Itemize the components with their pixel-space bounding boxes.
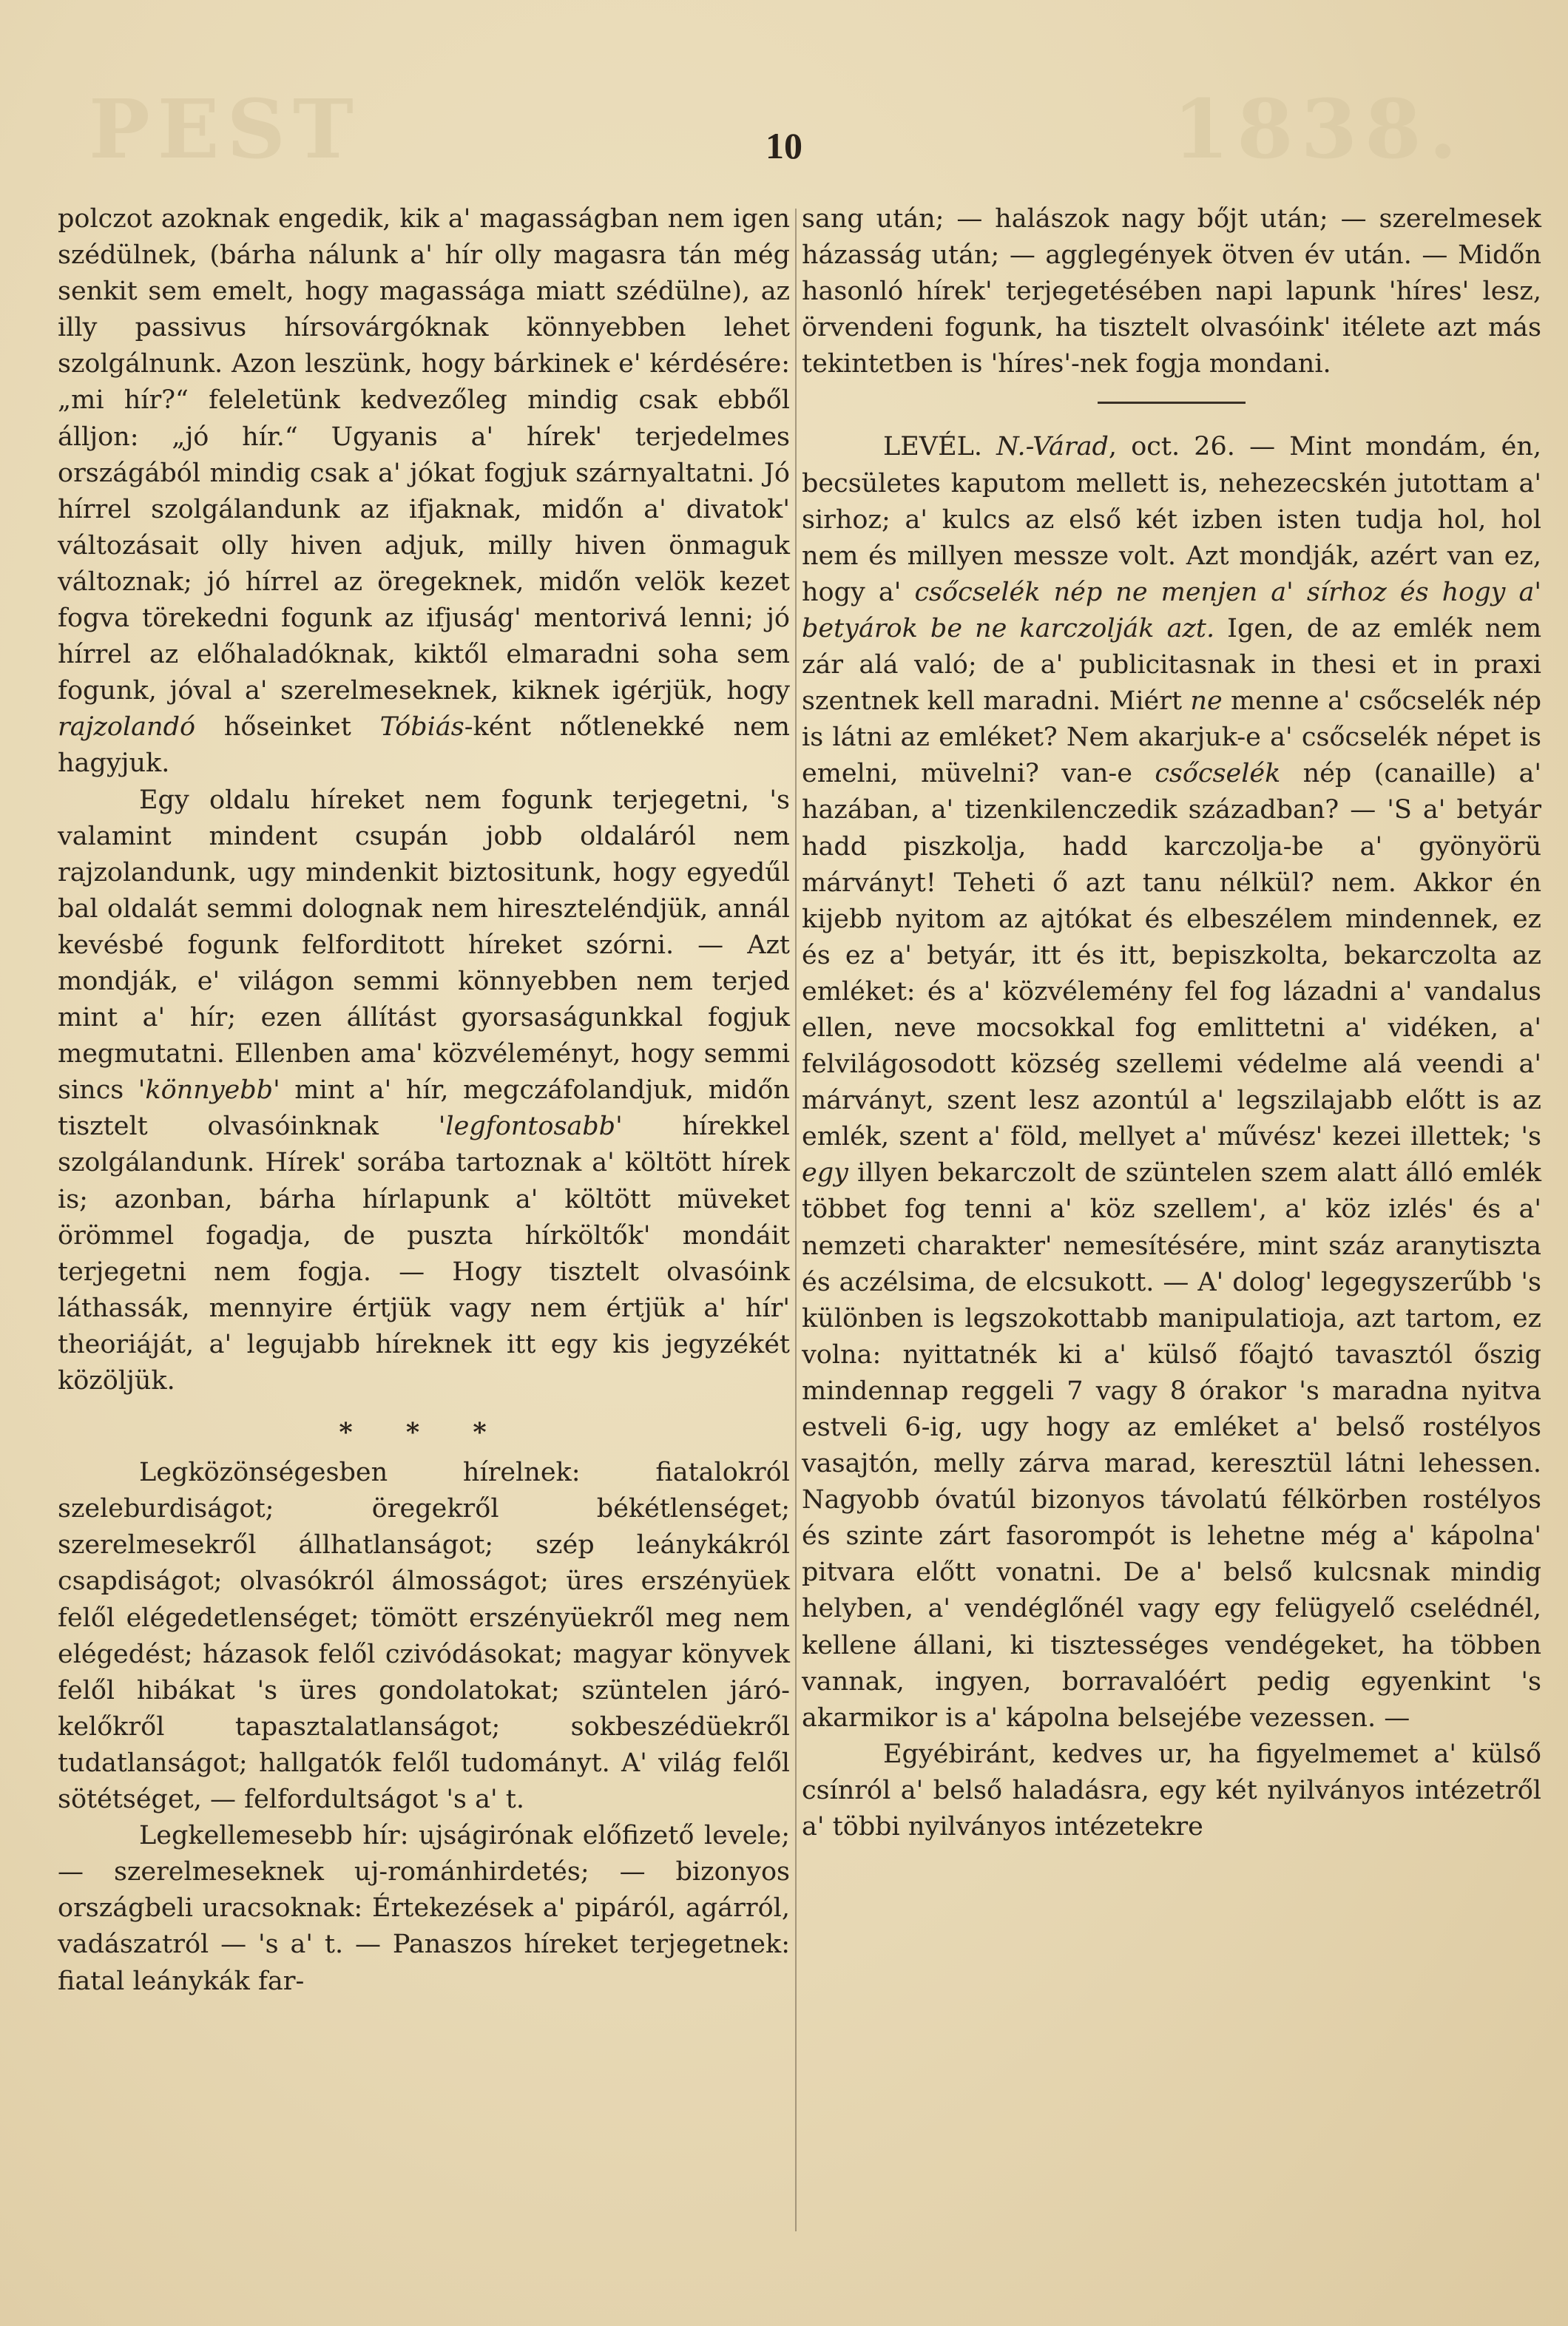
bleed-through-text: PEST 1838. (89, 81, 1464, 177)
right-column (802, 201, 1541, 1845)
paragraph: Egy oldalu híreket nem fogunk terjegetni, 's valamint mindent csupán jobb oldaláról nem rajzolandunk, ugy mindenkit biztositunk, hogy egyedűl bal oldalát semmi dolognak nem hireszteléndjük, annál kevésbé fogunk felforditott híreket szórni. — Azt mondják, e' világon semmi könnyebben nem terjed mint a' hír; ezen állítást gyorsaságunkkal fogjuk megmutatni. Ellenben ama' közvéleményt, hogy semmi sincs 'könnyebb' mint a' hír, megczáfolandjuk, midőn tisztelt olvasóinknak 'legfontosabb' hírekkel szolgálandunk. Hírek' sorába tartoznak a' költött hírek is; azonban, bárha hírlapunk a' költött müveket örömmel fogadja, de puszta hírköltők' mondáit terjegetni nem fogja. — Hogy tisztelt olvasóink láthassák, mennyire értjük vagy nem értjük a' hír' theoriáját, a' legujabb híreknek itt egy kis jegyzékét közöljük. (58, 785, 790, 1396)
left-column (58, 201, 790, 2000)
paragraph: Legkellemesebb hír: ujságirónak előfizető levele; — szerelmeseknek uj-románhirdetés; — bizonyos országbeli uracsoknak: Értekezések a' pipáról, agárról, vadászatról — 's a' t. — Panaszos híreket terjegetnek: fiatal leánykák far- (58, 1821, 790, 1996)
page-number: 10 (766, 125, 802, 166)
paragraph: Legközönségesben hírelnek: fiatalokról szeleburdiságot; öregekről békétlenséget; szerelmesekről állhatlanságot; szép leánykákról csapdiságot; olvasókról álmosságot; üres erszényüek felől elégedetlenséget; tömött erszényüekről meg nem elégedést; házasok felől czivódásokat; magyar könyvek felől hibákat 's üres gondolatokat; szüntelen járó-kelőkről tapasztalatlanságot; sokbeszédüekről tudatlanságot; hallgatók felől tudományt. A' világ felől sötétséget, — felfordultságot 's a' t. (58, 1458, 790, 1815)
letter-heading: LEVÉL. (883, 432, 982, 462)
paragraph: sang után; — halászok nagy bőjt után; — szerelmesek házasság után; — agglegények ötven év után. — Midőn hasonló hírek' terjegetésében napi lapunk 'híres' lesz, örvendeni fogunk, ha tisztelt olvasóink' itélete azt más tekintetben is 'híres'-nek fogja mondani. (802, 204, 1541, 379)
column-divider (795, 209, 797, 2231)
paragraph: Egyébiránt, kedves ur, ha figyelmemet a' külső csínról a' belső haladásra, egy két nyilványos intézetről a' többi nyilványos intézetekre (802, 1739, 1541, 1842)
section-rule (1098, 402, 1246, 404)
letter-paragraph: LEVÉL. N.-Várad, oct. 26. — Mint mondám, én, becsületes kaputom mellett is, nehezecskén jutottam a' sirhoz; a' kulcs az első két izben isten tudja hol, hol nem és millyen messze volt. Azt mondják, azért van ez, hogy a' csőcselék nép ne menjen a' sírhoz és hogy a' betyárok be ne karczolják azt. Igen, de az emlék nem zár alá való; de a' publicitasnak in thesi et in praxi szentnek kell maradni. Miért ne menne a' csőcselék nép is látni az emléket? Nem akarjuk-e a' csőcselék népet is emelni, müvelni? van-e csőcselék nép (canaille) a' hazában, a' tizenkilenczedik században? — 'S a' betyár hadd piszkolja, hadd karczolja-be a' gyönyörü márványt! Teheti ő azt tanu nélkül? nem. Akkor én kijebb nyitom az ajtókat és elbeszélem mindennek, ez és ez a' betyár, itt és itt, bepiszkolta, bekarczolta az emléket: és a' közvélemény fel fog lázadni a' vandalus ellen, neve mocsokkal fog emlittetni a' vidéken, a' felvilágosodott község szellemi védelme alá veendi a' márványt, szent lesz azontúl a' legszilajabb előtt is az emlék, szent a' föld, mellyet a' művész' kezei illettek; 's egy illyen bekarczolt de szüntelen szem alatt álló emlék többet fog tenni a' köz szellem', a' köz izlés' és a' nemzeti charakter' nemesítésére, mint száz aranytiszta és aczélsima, de elcsukott. — A' dolog' legegyszerűbb 's különben is legszokottabb manipulatioja, azt tartom, ez volna: nyittatnék ki a' külső főajtó tavasztól őszig mindennap reggeli 7 vagy 8 órakor 's maradna nyitva estveli 6-ig, ugy hogy az emléket a' belső rostélyos vasajtón, melly zárva marad, keresztül látni lehessen. Nagyobb óvatúl bizonyos távolatú félkörben rostélyos és szinte zárt fasorompót is lehetne még a' kápolna' pitvara előtt vonatni. De a' belső kulcsnak mindig helyben, a' vendéglőnél vagy egy felügyelő cselédnél, kellene állani, ki tisztességes vendégeket, ha többen vannak, ingyen, borravalóért pedig egyenkint 's akarmikor is a' kápolna belsejébe vezessen. — (802, 432, 1542, 1733)
section-divider-stars: * * * (339, 1417, 509, 1448)
letter-place: N.-Várad (996, 432, 1109, 462)
paragraph: polczot azoknak engedik, kik a' magasságban nem igen szédülnek, (bárha nálunk a' hír olly magasra tán még senkit sem emelt, hogy magassága miatt szédülne), az illy passivus hírsovárgóknak könnyebben lehet szolgálnunk. Azon leszünk, hogy bárkinek e' kérdésére: „mi hír?“ feleletünk kedvezőleg mindig csak ebből álljon: „jó hír.“ Ugyanis a' hírek' terjedelmes országából mindig csak a' jókat fogjuk szárnyaltatni. Jó hírrel szolgálandunk az ifjaknak, midőn a' divatok' változásait olly hiven adjuk, milly hiven önmaguk változnak; jó hírrel az öregeknek, midőn velök kezet fogva törekedni fogunk az ifjuság' mentorivá lenni; jó hírrel az előhaladóknak, kiktől elmaradni soha sem fogunk, jóval a' szerelmeseknek, kiknek igérjük, hogy rajzolandó hőseinket Tóbiás-ként nőtlenekké nem hagyjuk. (58, 204, 790, 779)
